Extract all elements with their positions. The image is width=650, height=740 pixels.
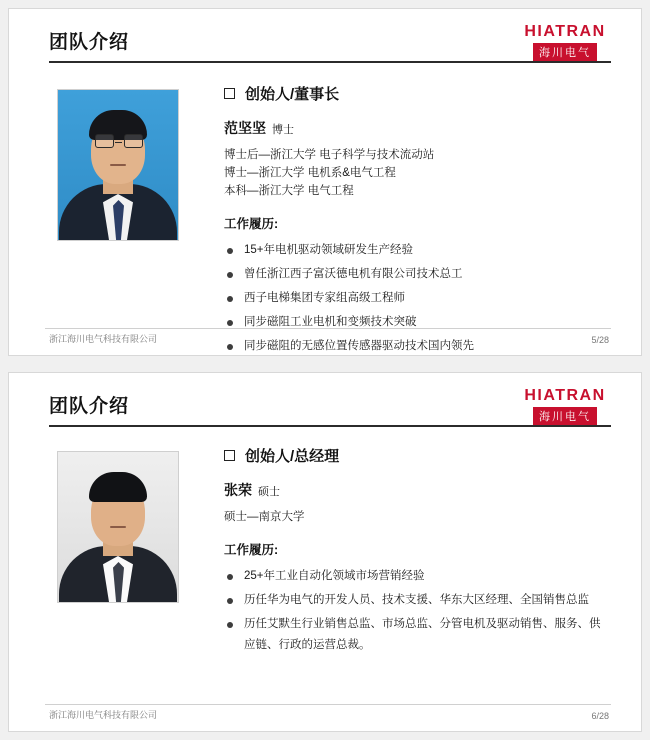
header-divider bbox=[49, 61, 611, 63]
slide-number: 6/28 bbox=[591, 711, 609, 721]
experience-heading: 工作履历: bbox=[224, 543, 279, 557]
company-logo bbox=[517, 387, 613, 425]
slide-1-header bbox=[9, 9, 641, 67]
slide-2-header bbox=[9, 373, 641, 431]
education-item: 本科—浙江大学 电气工程 bbox=[224, 185, 354, 197]
education-item: 博士—浙江大学 电机系&电气工程 bbox=[224, 167, 396, 179]
name-text: 范坚坚 bbox=[224, 120, 266, 136]
page-title: 团队介绍 bbox=[49, 396, 130, 417]
role-label: 创始人/董事长 bbox=[245, 86, 340, 103]
logo-wordmark: HIATRAN bbox=[524, 23, 606, 40]
list-item: 15+年电机驱动领域研发生产经验 bbox=[224, 240, 605, 261]
slide-2-content bbox=[224, 445, 605, 659]
experience-list bbox=[224, 240, 605, 356]
list-item: 同步磁阻的无感位置传感器驱动技术国内领先 bbox=[224, 336, 605, 356]
list-item: 25+年工业自动化领域市场营销经验 bbox=[224, 566, 605, 587]
slide-1 bbox=[8, 8, 642, 356]
role-label: 创始人/总经理 bbox=[245, 448, 340, 465]
square-bullet-icon bbox=[224, 88, 235, 99]
footer-company: 浙江海川电气科技有限公司 bbox=[49, 334, 158, 344]
person-name bbox=[224, 480, 605, 500]
slide-number: 5/28 bbox=[591, 335, 609, 345]
logo-subtext: 海川电气 bbox=[533, 43, 597, 61]
portrait-illustration bbox=[58, 90, 178, 240]
experience-list bbox=[224, 566, 605, 656]
list-item: 同步磁阻工业电机和变频技术突破 bbox=[224, 312, 605, 333]
portrait-illustration bbox=[58, 452, 178, 602]
list-item: 历任艾默生行业销售总监、市场总监、分管电机及驱动销售、服务、供应链、行政的运营总裁。 bbox=[224, 614, 605, 656]
portrait-photo bbox=[57, 89, 179, 241]
logo-wordmark: HIATRAN bbox=[524, 387, 606, 404]
education-item: 博士后—浙江大学 电子科学与技术流动站 bbox=[224, 149, 435, 161]
education-item: 硕士—南京大学 bbox=[224, 511, 305, 523]
education-list bbox=[224, 146, 605, 200]
degree-text: 硕士 bbox=[258, 486, 280, 498]
list-item: 西子电梯集团专家组高级工程师 bbox=[224, 288, 605, 309]
header-divider bbox=[49, 425, 611, 427]
education-list bbox=[224, 508, 605, 526]
list-item: 曾任浙江西子富沃德电机有限公司技术总工 bbox=[224, 264, 605, 285]
name-text: 张荣 bbox=[224, 482, 252, 498]
experience-heading: 工作履历: bbox=[224, 217, 279, 231]
list-item: 历任华为电气的开发人员、技术支援、华东大区经理、全国销售总监 bbox=[224, 590, 605, 611]
role-heading bbox=[224, 445, 605, 466]
slide-2 bbox=[8, 372, 642, 732]
footer-divider bbox=[45, 704, 611, 705]
slide-1-content bbox=[224, 83, 605, 356]
person-name bbox=[224, 118, 605, 138]
footer-divider bbox=[45, 328, 611, 329]
logo-subtext: 海川电气 bbox=[533, 407, 597, 425]
role-heading bbox=[224, 83, 605, 104]
square-bullet-icon bbox=[224, 450, 235, 461]
company-logo bbox=[517, 23, 613, 61]
footer-company: 浙江海川电气科技有限公司 bbox=[49, 710, 158, 720]
degree-text: 博士 bbox=[272, 124, 294, 136]
portrait-photo bbox=[57, 451, 179, 603]
page-title: 团队介绍 bbox=[49, 32, 130, 53]
